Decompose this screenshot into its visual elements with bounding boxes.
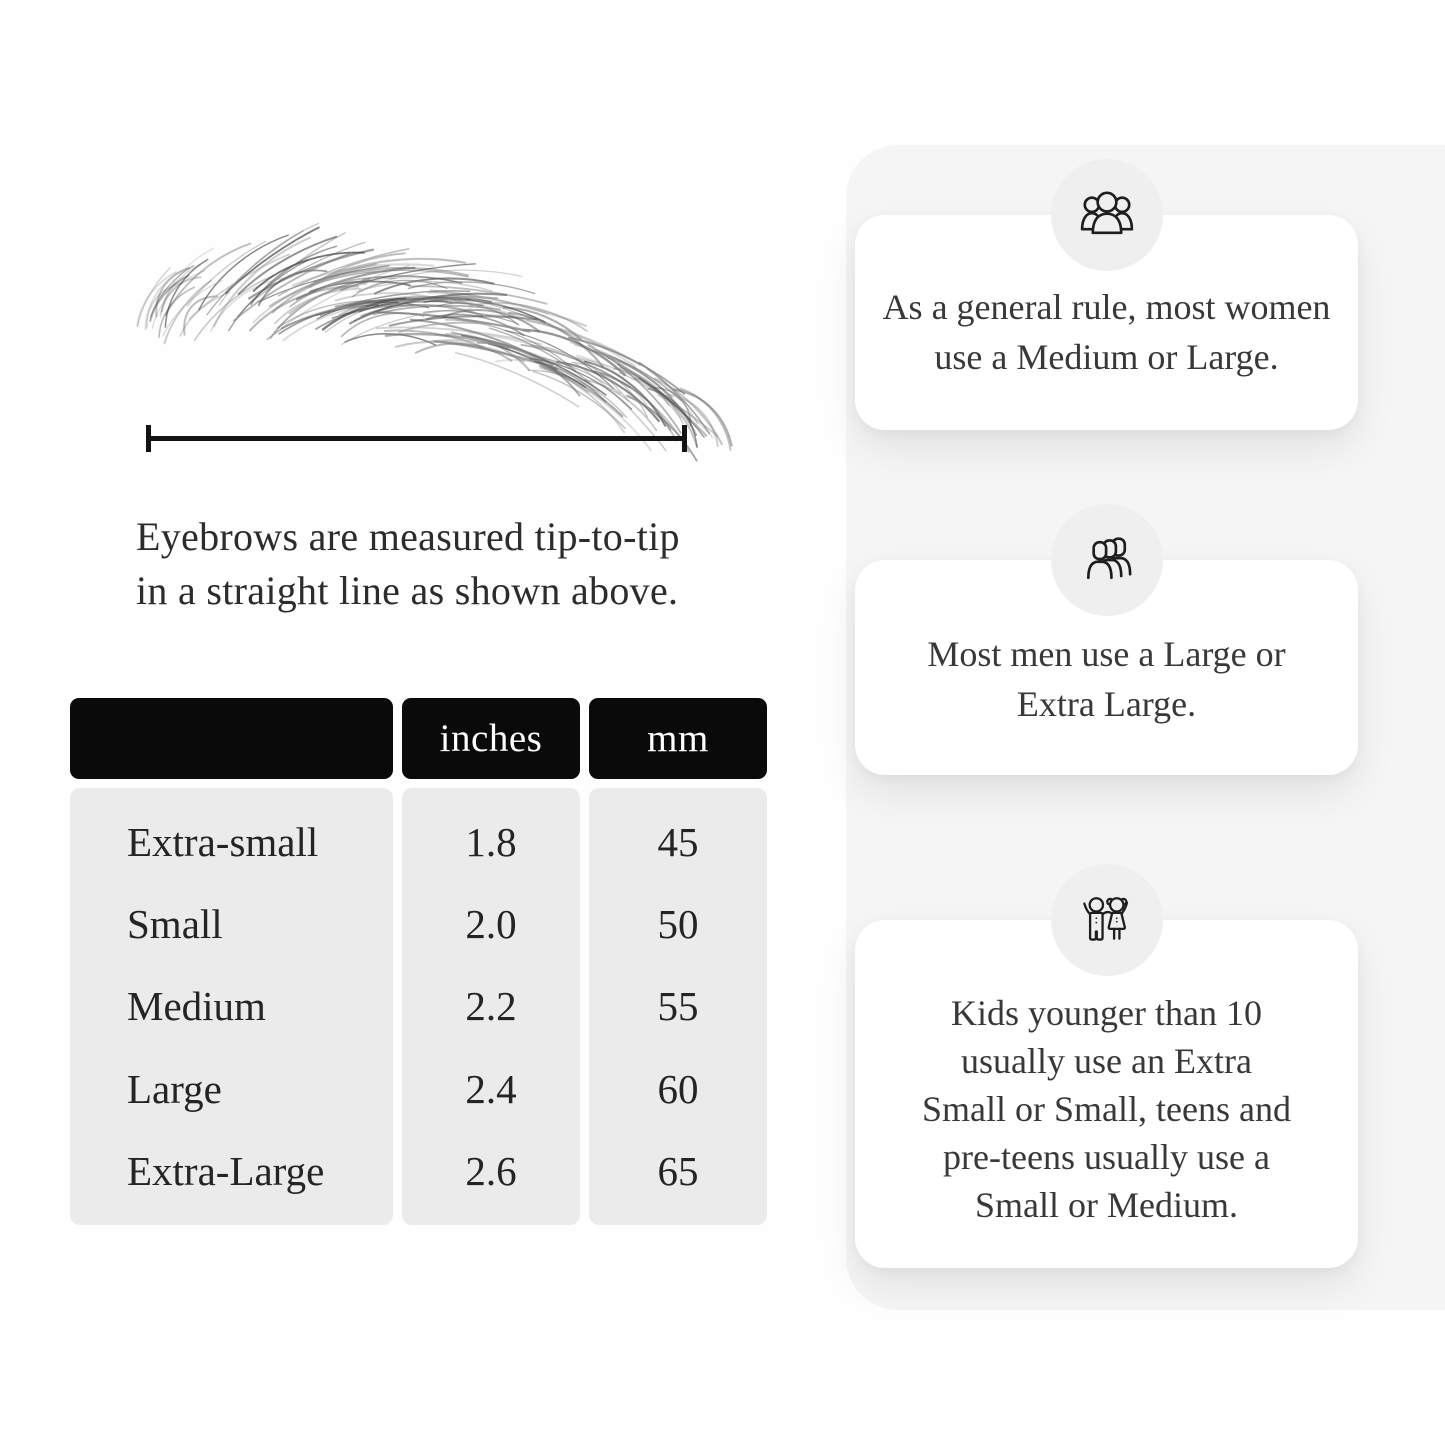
card-women-text [883,282,1331,382]
card-text-line: Most men use a Large or [927,633,1286,674]
size-label: Extra-small [127,819,319,866]
size-label: Extra-Large [127,1147,325,1194]
caption-line: in a straight line as shown above. [136,568,679,613]
card-text-line: Extra Large. [1016,683,1197,724]
size-label: Large [127,1065,222,1112]
card-kids [855,920,1358,1268]
inches-value: 2.0 [465,901,517,948]
card-text-line: pre-teens usually use a [943,1137,1270,1177]
mm-value: 65 [657,1147,699,1194]
card-kids-text [922,989,1291,1229]
eyebrow-illustration [105,233,715,425]
measurement-end-tick-left [146,425,151,452]
card-text-line: use a Medium or Large. [934,336,1279,377]
card-men [855,560,1358,775]
measurement-end-tick-right [682,425,687,452]
women-group-icon [1051,159,1163,271]
size-label: Medium [127,983,266,1030]
inches-value: 2.6 [465,1147,517,1194]
men-group-icon [1051,504,1163,616]
card-women [855,215,1358,430]
kids-icon [1051,864,1163,976]
size-table [70,698,767,1225]
size-table-inches-column [402,788,580,1225]
inches-value: 2.2 [465,983,517,1030]
size-label: Small [127,901,223,948]
card-text-line: As a general rule, most women [882,286,1331,327]
card-text-line: Kids younger than 10 [951,993,1262,1033]
card-text-line: usually use an Extra [961,1041,1252,1081]
inches-value: 2.4 [465,1065,517,1112]
size-table-header-inches: inches [402,698,580,779]
card-text-line: Small or Small, teens and [922,1089,1291,1129]
measurement-caption [136,510,776,618]
caption-line: Eyebrows are measured tip-to-tip [136,514,680,559]
size-table-header-blank [70,698,393,779]
mm-value: 55 [657,983,699,1030]
mm-value: 45 [657,819,699,866]
card-men-text [927,629,1285,729]
mm-value: 60 [657,1065,699,1112]
size-table-header-mm: mm [589,698,767,779]
card-text-line: Small or Medium. [974,1185,1238,1225]
mm-value: 50 [657,901,699,948]
measurement-line [146,436,687,441]
size-table-label-column [70,788,393,1225]
size-table-mm-column [589,788,767,1225]
inches-value: 1.8 [465,819,517,866]
